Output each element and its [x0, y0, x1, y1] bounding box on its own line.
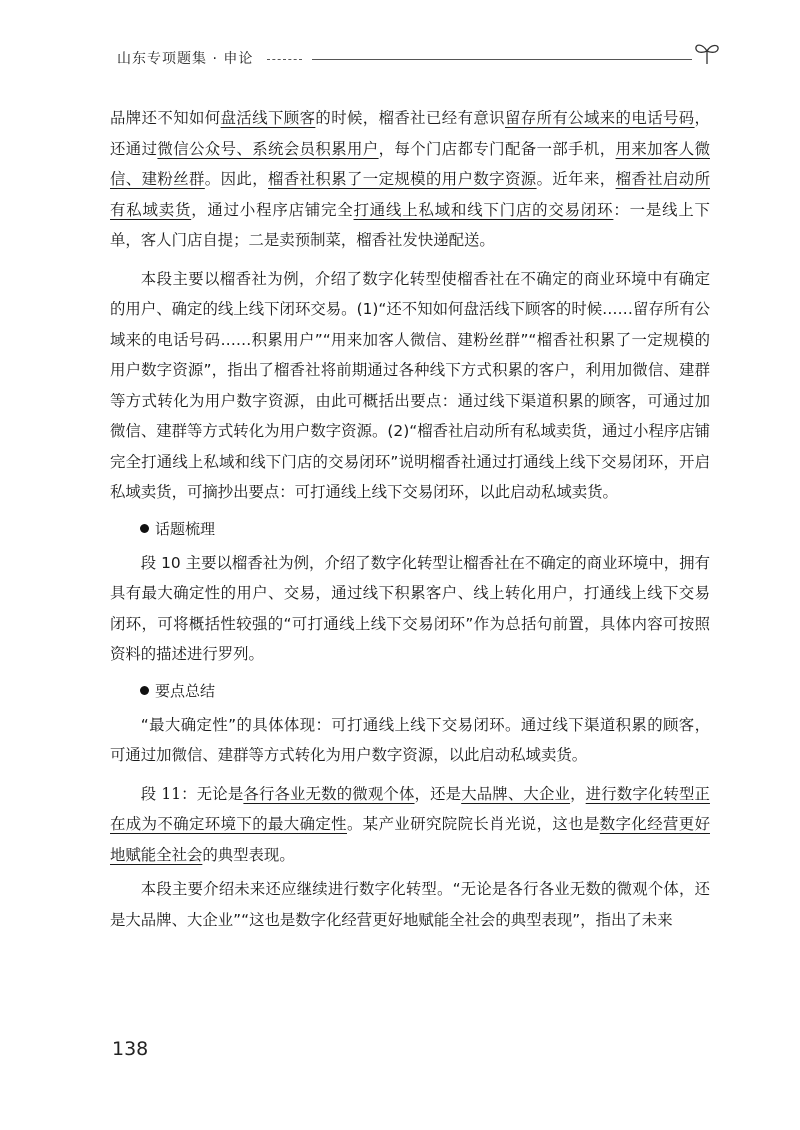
section-title: 要点总结 — [155, 681, 216, 700]
section-title: 话题梳理 — [155, 519, 216, 538]
underlined-text: 盘活线下顾客 — [220, 109, 316, 127]
text-span: 的典型表现。 — [202, 845, 295, 864]
text-span: 。近年来， — [536, 170, 616, 188]
bullet-icon — [140, 524, 149, 533]
underlined-text: 留存所有公域来的电话号码 — [504, 109, 695, 127]
section-heading-summary — [140, 676, 710, 706]
text-span: 的时候，榴香社已经有意识 — [315, 109, 505, 127]
analysis-paragraph-11: 本段主要介绍未来还应继续进行数字化转型。“无论是各行各业无数的微观个体，还是大品牌、大企业”“这也是数字化经营更好地赋能全社会的典型表现”，指出了未来 — [110, 880, 710, 929]
text-span: 。因此， — [204, 170, 268, 188]
section-heading-topic — [140, 514, 710, 544]
source-paragraph-11 — [110, 779, 710, 871]
text-span: 品牌还不知如何 — [110, 109, 221, 127]
analysis-paragraph-10: 本段主要以榴香社为例，介绍了数字化转型使榴香社在不确定的商业环境中有确定的用户、确定的线上线下闭环交易。(1)“还不知如何盘活线下顾客的时候……留存所有公域来的电话号码……积累用户”“用来加客人微信、建粉丝群”“榴香社积累了一定规模的用户数字资源”，指出了榴香社将前期通过各种线下方式积累的客户，利用加微信、建群等方式转化为用户数字资源，由此可概括出要点：通过线下渠道积累的顾客，可通过加微信、建群等方式转化为用户数字资源。(2)“榴香社启动所有私域卖货，通过小程序店铺完全打通线上私域和线下门店的交易闭环”说明榴香社通过打通线上线下交易闭环，开启私域卖货，可摘抄出要点：可打通线上线下交易闭环，以此启动私域卖货。 — [110, 269, 710, 501]
page-number: 138 — [112, 1038, 149, 1060]
underlined-text: 数字化经营更好地赋能全社会 — [110, 815, 710, 864]
underlined-text: 各行各业无数的微观个体 — [243, 784, 415, 803]
underlined-text: 榴香社积累了一定规模的用户数字资源 — [268, 170, 537, 188]
topic-paragraph: 段 10 主要以榴香社为例，介绍了数字化转型让榴香社在不确定的商业环境中，拥有具有最大确定性的用户、交易，通过线下积累客户、线上转化用户，打通线上线下交易闭环，可将概括性较强的“可打通线上线下交易闭环”作为总括句前置，具体内容可按照资料的描述进行罗列。 — [110, 553, 710, 663]
page-header — [62, 38, 722, 78]
underlined-text: 大品牌、大企业 — [461, 784, 571, 803]
underlined-text: 进行数字化转型正在成为不确定环境下的最大确定性 — [110, 784, 710, 833]
text-span: 。某产业研究院院长肖光说，这也是 — [347, 815, 600, 833]
bullet-icon — [140, 686, 149, 695]
sprout-icon — [692, 40, 722, 66]
text-span: ，通过小程序店铺完全 — [191, 200, 354, 219]
underlined-text: 微信公众号、系统会员积累用户 — [157, 139, 379, 158]
text-span: ， — [570, 784, 586, 803]
text-span: ，每个门店都专门配备一部手机， — [378, 139, 616, 158]
summary-paragraph: “最大确定性”的具体体现：可打通线上线下交易闭环。通过线下渠道积累的顾客，可通过加微信、建群等方式转化为用户数字资源，以此启动私域卖货。 — [110, 715, 710, 764]
text-span: ，还是 — [414, 784, 462, 803]
page-content — [110, 103, 710, 935]
underlined-text: 榴香社启动所有私域卖货 — [110, 170, 710, 219]
text-span: 段 11：无论是 — [140, 784, 244, 803]
header-title: 山东专项题集 · 申论 — [117, 51, 254, 67]
text-span: ：一是线上下单，客人门店自提；二是卖预制菜，榴香社发快递配送。 — [110, 200, 710, 249]
text-span: ，还通过 — [110, 109, 710, 158]
header-dashed-rule — [267, 59, 302, 60]
source-paragraph-10 — [110, 103, 710, 256]
underlined-text: 用来加客人微信、建粉丝群 — [110, 139, 710, 188]
underlined-text: 打通线上私域和线下门店的交易闭环 — [353, 200, 614, 219]
header-rule — [312, 59, 692, 60]
